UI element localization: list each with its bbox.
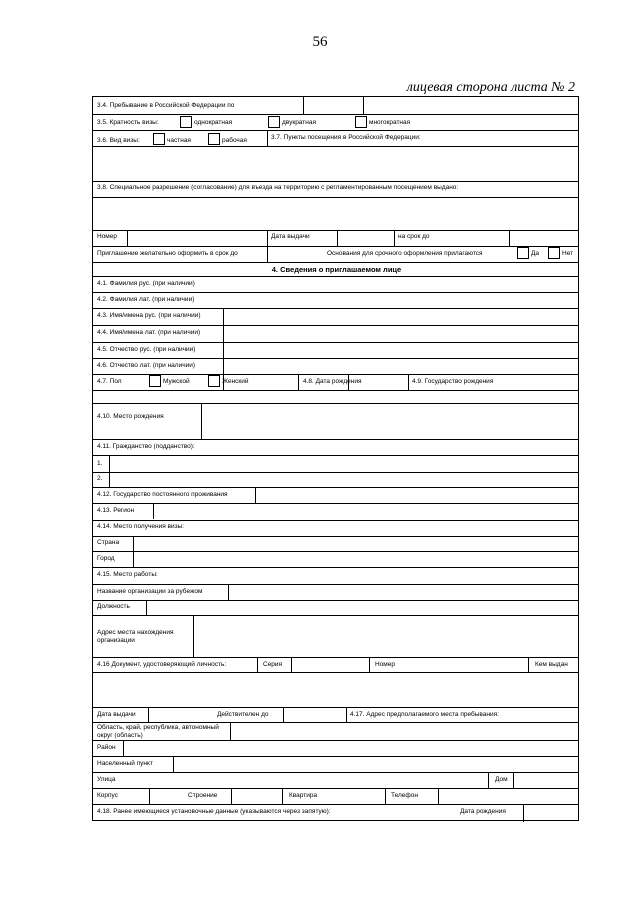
field-4-17-label: 4.17. Адрес предполагаемого места пребывания:: [350, 711, 499, 718]
citizenship-2-label: 2.: [97, 475, 103, 482]
doc-issue-date-label: Дата выдачи: [97, 711, 136, 718]
permit-issue-date-label: Дата выдачи: [271, 233, 310, 240]
page-number: 56: [312, 34, 328, 50]
building-label: Корпус: [97, 792, 118, 799]
field-4-13-label: 4.13. Регион: [97, 507, 135, 514]
field-4-4-label: 4.4. Имя/имена лат. (при наличии): [97, 329, 201, 336]
field-4-15-label: 4.15. Место работы:: [97, 571, 158, 578]
visa-twice-checkbox[interactable]: [268, 116, 280, 128]
field-3-4-label: 3.4. Пребывание в Российской Федерации по: [97, 102, 235, 109]
citizenship-1-label: 1.: [97, 460, 103, 467]
urgent-grounds-label: Основания для срочного оформления прилагаются: [327, 250, 483, 257]
gender-female-label: Женский: [222, 378, 249, 385]
visa-work-label: рабочая: [222, 137, 247, 144]
district-label: Район: [97, 744, 116, 751]
urgent-no-label: Нет: [562, 250, 574, 257]
position-label: Должность: [97, 603, 130, 610]
field-4-6-label: 4.6. Отчество лат. (при наличии): [97, 362, 196, 369]
region-label: Область, край, республика, автономный округ (область): [97, 724, 219, 739]
field-4-3-label: 4.3. Имя/имена рус. (при наличии): [97, 312, 201, 319]
org-name-label: Название организации за рубежом: [97, 588, 203, 595]
phone-label: Телефон: [391, 792, 418, 799]
doc-valid-until-label: Действителен до: [217, 711, 269, 718]
gender-male-label: Мужской: [163, 378, 190, 385]
field-4-5-label: 4.5. Отчество рус. (при наличии): [97, 346, 196, 353]
field-4-8-label: 4.8. Дата рождения: [303, 378, 362, 385]
field-4-18-label: 4.18. Ранее имеющиеся установочные данные (указываются через запятую):: [97, 808, 331, 815]
visa-twice-label: двукратная: [282, 119, 316, 126]
field-3-5-label: 3.5. Кратность визы:: [97, 119, 159, 126]
gender-male-checkbox[interactable]: [149, 375, 161, 387]
visa-multi-label: многократная: [369, 119, 411, 126]
visa-once-label: однократная: [194, 119, 233, 126]
visa-country-label: Страна: [97, 539, 120, 546]
field-4-1-label: 4.1. Фамилия рус. (при наличии): [97, 280, 195, 287]
field-4-16-label: 4.16 Документ, удостоверяющий личность:: [97, 661, 227, 668]
urgent-yes-label: Да: [531, 250, 540, 257]
visa-multi-checkbox[interactable]: [355, 116, 367, 128]
gender-female-checkbox[interactable]: [208, 375, 220, 387]
field-4-9-label: 4.9. Государство рождения: [412, 378, 494, 385]
field-3-6-label: 3.6. Вид визы:: [97, 137, 140, 144]
house-label: Дом: [495, 776, 508, 783]
urgent-yes-checkbox[interactable]: [517, 247, 529, 259]
permit-number-label: Номер: [97, 233, 118, 240]
settlement-label: Населенный пункт: [97, 760, 153, 767]
flat-label: Квартира: [289, 792, 318, 799]
field-3-8-label: 3.8. Специальное разрешение (согласование) для въезда на территорию с регламентированным посещением выдано:: [97, 184, 459, 191]
visa-invitation-form: [92, 96, 579, 821]
sheet-title: лицевая сторона листа № 2: [406, 80, 575, 95]
structure-label: Строение: [188, 792, 218, 799]
field-4-10-label: 4.10. Место рождения: [97, 413, 164, 420]
prior-birth-date-label: Дата рождения: [460, 808, 506, 815]
urgent-no-checkbox[interactable]: [548, 247, 560, 259]
visa-once-checkbox[interactable]: [180, 116, 192, 128]
field-4-11-label: 4.11. Гражданство (подданство):: [97, 443, 195, 450]
doc-number-label: Номер: [375, 661, 396, 668]
visa-city-label: Город: [97, 555, 115, 562]
org-address-label: Адрес места нахождения организации: [97, 629, 174, 644]
doc-issued-by-label: Кем выдан: [535, 661, 568, 668]
field-4-2-label: 4.2. Фамилия лат. (при наличии): [97, 296, 195, 303]
doc-series-label: Серия: [263, 661, 283, 668]
desirable-date-label: Приглашение желательно оформить в срок до: [97, 250, 238, 257]
field-4-12-label: 4.12. Государство постоянного проживания: [97, 491, 228, 498]
visa-private-checkbox[interactable]: [153, 133, 165, 145]
field-4-14-label: 4.14. Место получения визы:: [97, 523, 185, 530]
visa-private-label: частная: [167, 137, 191, 144]
visa-work-checkbox[interactable]: [208, 133, 220, 145]
permit-term-label: на срок до: [398, 233, 430, 240]
street-label: Улица: [97, 776, 116, 783]
field-3-7-label: 3.7. Пункты посещения в Российской Федерации:: [271, 134, 421, 141]
section-4-title: 4. Сведения о приглашаемом лице: [271, 265, 402, 274]
field-4-7-label: 4.7. Пол: [97, 378, 122, 385]
